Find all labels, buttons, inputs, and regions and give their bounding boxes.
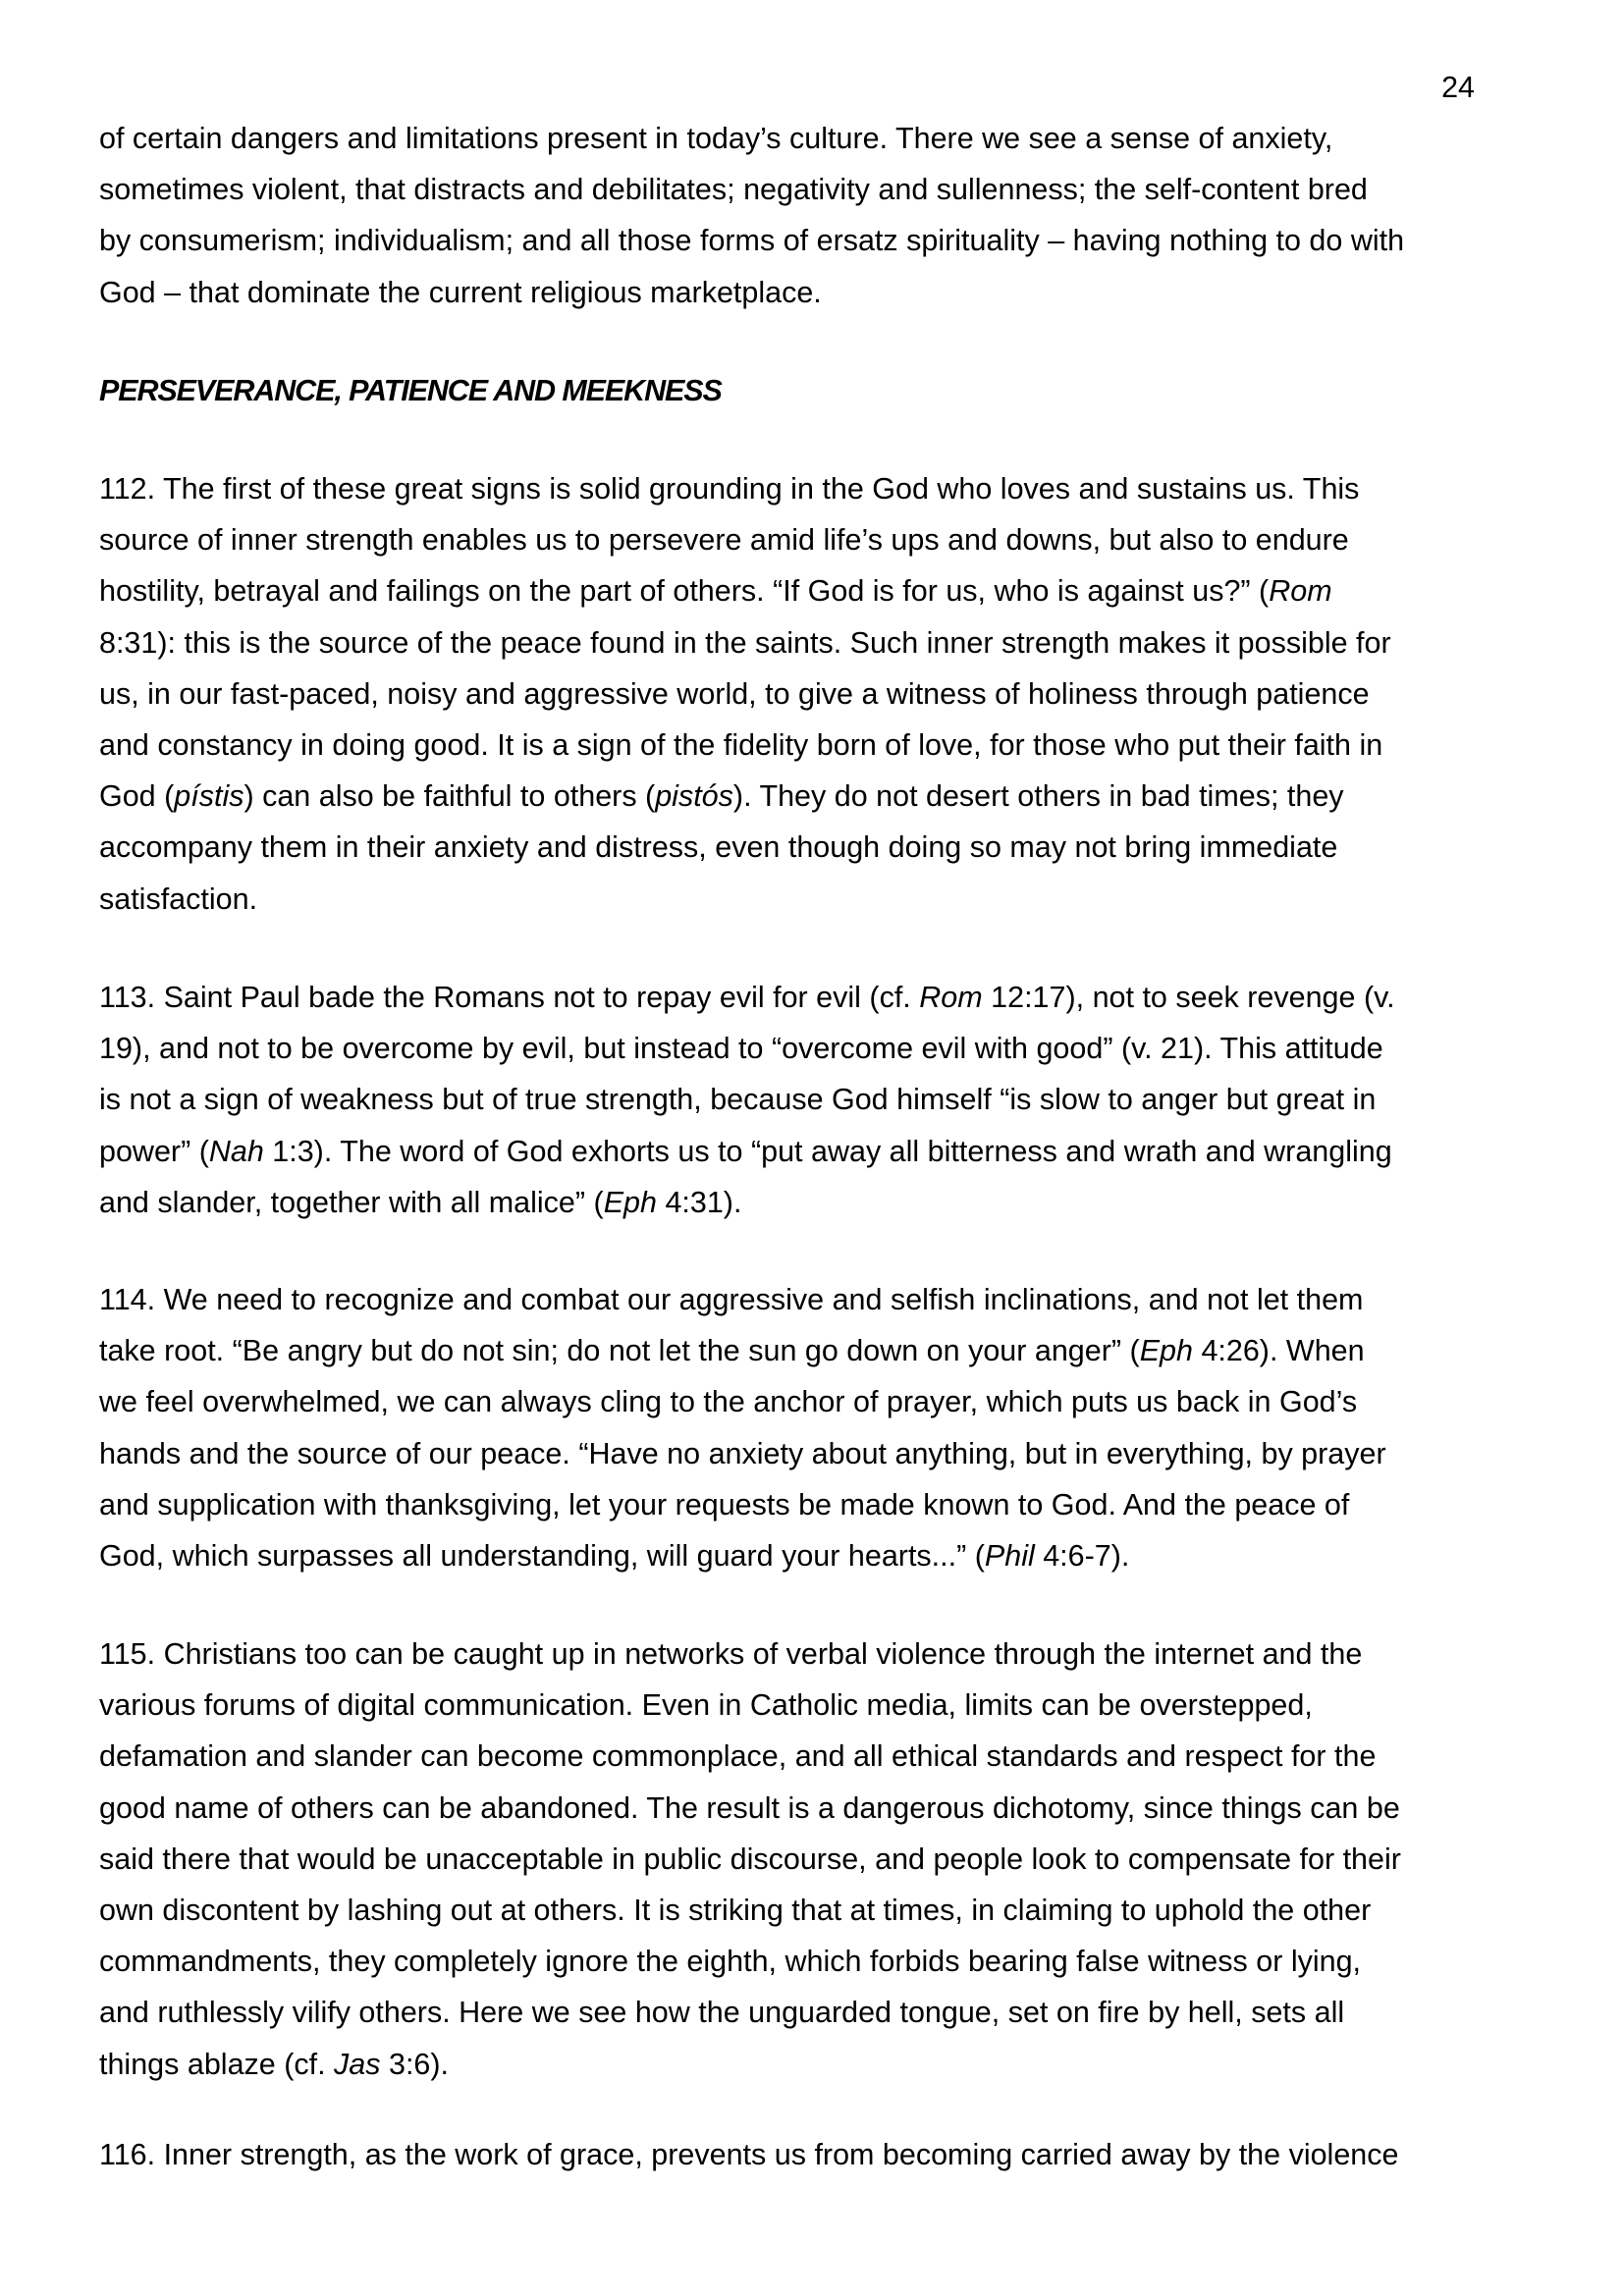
continuation-paragraph bbox=[99, 113, 1572, 318]
citation: Nah bbox=[208, 1134, 264, 1168]
text-line: 116. Inner strength, as the work of grace, prevents us from becoming carried away by the violence bbox=[99, 2138, 1399, 2171]
citation: Phil bbox=[984, 1538, 1035, 1573]
text-line: satisfaction. bbox=[99, 881, 258, 916]
greek-term: pistós bbox=[655, 779, 733, 814]
text-line: 8:31): this is the source of the peace found in the saints. Such inner strength makes it possible for bbox=[99, 625, 1391, 660]
text-line: and ruthlessly vilify others. Here we see how the unguarded tongue, set on fire by hell, sets all bbox=[99, 1996, 1345, 2030]
text-line: we feel overwhelmed, we can always cling to the anchor of prayer, which puts us back in God’s bbox=[99, 1385, 1358, 1419]
text-line: us, in our fast-paced, noisy and aggressive world, to give a witness of holiness through patience bbox=[99, 676, 1370, 711]
text-line: power” (Nah 1:3). The word of God exhorts us to “put away all bitterness and wrath and wrangling bbox=[99, 1134, 1392, 1168]
paragraph-112 bbox=[99, 463, 1572, 925]
page-number: 24 bbox=[1441, 71, 1475, 104]
text-line: and supplication with thanksgiving, let your requests be made known to God. And the peace of bbox=[99, 1487, 1350, 1522]
text-line: by consumerism; individualism; and all those forms of ersatz spirituality – having nothing to do with bbox=[99, 224, 1405, 258]
text-line: own discontent by lashing out at others. It is striking that at times, in claiming to uphold the other bbox=[99, 1893, 1372, 1927]
text-line: said there that would be unacceptable in public discourse, and people look to compensate for their bbox=[99, 1842, 1401, 1876]
greek-term: pístis bbox=[174, 779, 244, 814]
text-line: God (pístis) can also be faithful to others (pistós). They do not desert others in bad times; they bbox=[99, 779, 1344, 814]
text-line: hands and the source of our peace. “Have no anxiety about anything, but in everything, by prayer bbox=[99, 1436, 1386, 1470]
paragraph-116 bbox=[99, 2129, 1572, 2180]
citation: Eph bbox=[603, 1185, 657, 1219]
text-line: take root. “Be angry but do not sin; do not let the sun go down on your anger” (Eph 4:26). When bbox=[99, 1334, 1365, 1368]
paragraph-113 bbox=[99, 972, 1572, 1228]
citation: Jas bbox=[334, 2047, 381, 2081]
text-line: 115. Christians too can be caught up in networks of verbal violence through the internet and the bbox=[99, 1637, 1363, 1671]
text-line: 113. Saint Paul bade the Romans not to repay evil for evil (cf. Rom 12:17), not to seek revenge (v. bbox=[99, 981, 1395, 1014]
text-line: 112. The first of these great signs is solid grounding in the God who loves and sustains us. This bbox=[99, 472, 1360, 506]
text-line: defamation and slander can become commonplace, and all ethical standards and respect for the bbox=[99, 1739, 1377, 1774]
text-line: 19), and not to be overcome by evil, but instead to “overcome evil with good” (v. 21). This attitude bbox=[99, 1032, 1383, 1066]
paragraph-115 bbox=[99, 1629, 1572, 2090]
text-line: and slander, together with all malice” (Eph 4:31). bbox=[99, 1185, 742, 1219]
text-line: and constancy in doing good. It is a sign of the fidelity born of love, for those who put their faith in bbox=[99, 727, 1383, 762]
paragraph-114 bbox=[99, 1274, 1572, 1581]
text-line: God – that dominate the current religious marketplace. bbox=[99, 275, 822, 309]
citation: Rom bbox=[919, 981, 983, 1014]
text-line: various forums of digital communication. Even in Catholic media, limits can be overstepped, bbox=[99, 1688, 1313, 1723]
text-line: 114. We need to recognize and combat our aggressive and selfish inclinations, and not let them bbox=[99, 1283, 1364, 1316]
text-line: of certain dangers and limitations present in today’s culture. There we see a sense of anxiety, bbox=[99, 122, 1333, 155]
text-line: source of inner strength enables us to persevere amid life’s ups and downs, but also to endure bbox=[99, 523, 1349, 558]
text-line: is not a sign of weakness but of true strength, because God himself “is slow to anger but great in bbox=[99, 1083, 1377, 1117]
section-heading: PERSEVERANCE, PATIENCE AND MEEKNESS bbox=[99, 374, 722, 407]
text-line: good name of others can be abandoned. The result is a dangerous dichotomy, since things can be bbox=[99, 1790, 1400, 1825]
text-line: commandments, they completely ignore the eighth, which forbids bearing false witness or lying, bbox=[99, 1945, 1362, 1979]
text-line: hostility, betrayal and failings on the part of others. “If God is for us, who is against us?” (Rom bbox=[99, 574, 1332, 609]
text-line: sometimes violent, that distracts and debilitates; negativity and sullenness; the self-content bred bbox=[99, 173, 1368, 207]
text-line: accompany them in their anxiety and distress, even though doing so may not bring immediate bbox=[99, 830, 1338, 865]
text-line: things ablaze (cf. Jas 3:6). bbox=[99, 2047, 450, 2081]
citation: Rom bbox=[1269, 574, 1332, 609]
citation: Eph bbox=[1139, 1334, 1193, 1368]
text-line: God, which surpasses all understanding, will guard your hearts...” (Phil 4:6-7). bbox=[99, 1538, 1130, 1573]
